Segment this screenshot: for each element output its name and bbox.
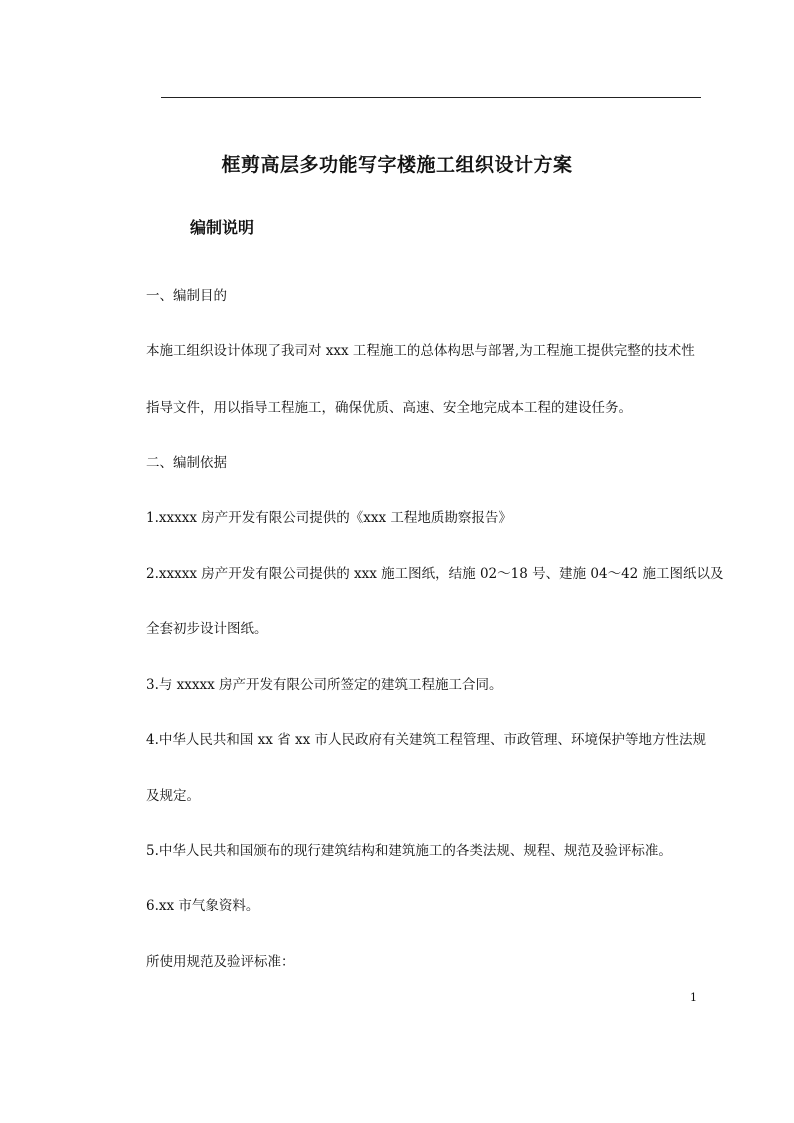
- list-item: 6.xx 市气象资料。: [146, 898, 260, 914]
- list-item: 4.中华人民共和国 xx 省 xx 市人民政府有关建筑工程管理、市政管理、环境保护等地方性法规: [146, 732, 706, 748]
- section-heading: 编制说明: [190, 218, 255, 237]
- list-item-continuation: 及规定。: [146, 788, 200, 804]
- list-item: 5.中华人民共和国颁布的现行建筑结构和建筑施工的各类法规、规程、规范及验评标准。: [146, 843, 672, 859]
- paragraph-line: 指导文件，用以指导工程施工，确保优质、高速、安全地完成本工程的建设任务。: [146, 400, 632, 416]
- list-item-continuation: 全套初步设计图纸。: [146, 621, 268, 637]
- list-item: 2.xxxxx 房产开发有限公司提供的 xxx 施工图纸，结施 02～18 号、建施 04～42 施工图纸以及: [146, 566, 724, 582]
- heading-purpose: 一、编制目的: [146, 288, 227, 304]
- header-rule: [161, 97, 701, 98]
- document-title: 框剪高层多功能写字楼施工组织设计方案: [221, 154, 573, 176]
- page-number: 1: [690, 991, 697, 1004]
- heading-basis: 二、编制依据: [146, 455, 227, 471]
- list-item: 1.xxxxx 房产开发有限公司提供的《xxx 工程地质勘察报告》: [146, 510, 512, 526]
- paragraph-line: 所使用规范及验评标准：: [146, 954, 295, 970]
- list-item: 3.与 xxxxx 房产开发有限公司所签定的建筑工程施工合同。: [146, 677, 503, 693]
- paragraph-line: 本施工组织设计体现了我司对 xxx 工程施工的总体构思与部署,为工程施工提供完整的技术性: [146, 343, 695, 359]
